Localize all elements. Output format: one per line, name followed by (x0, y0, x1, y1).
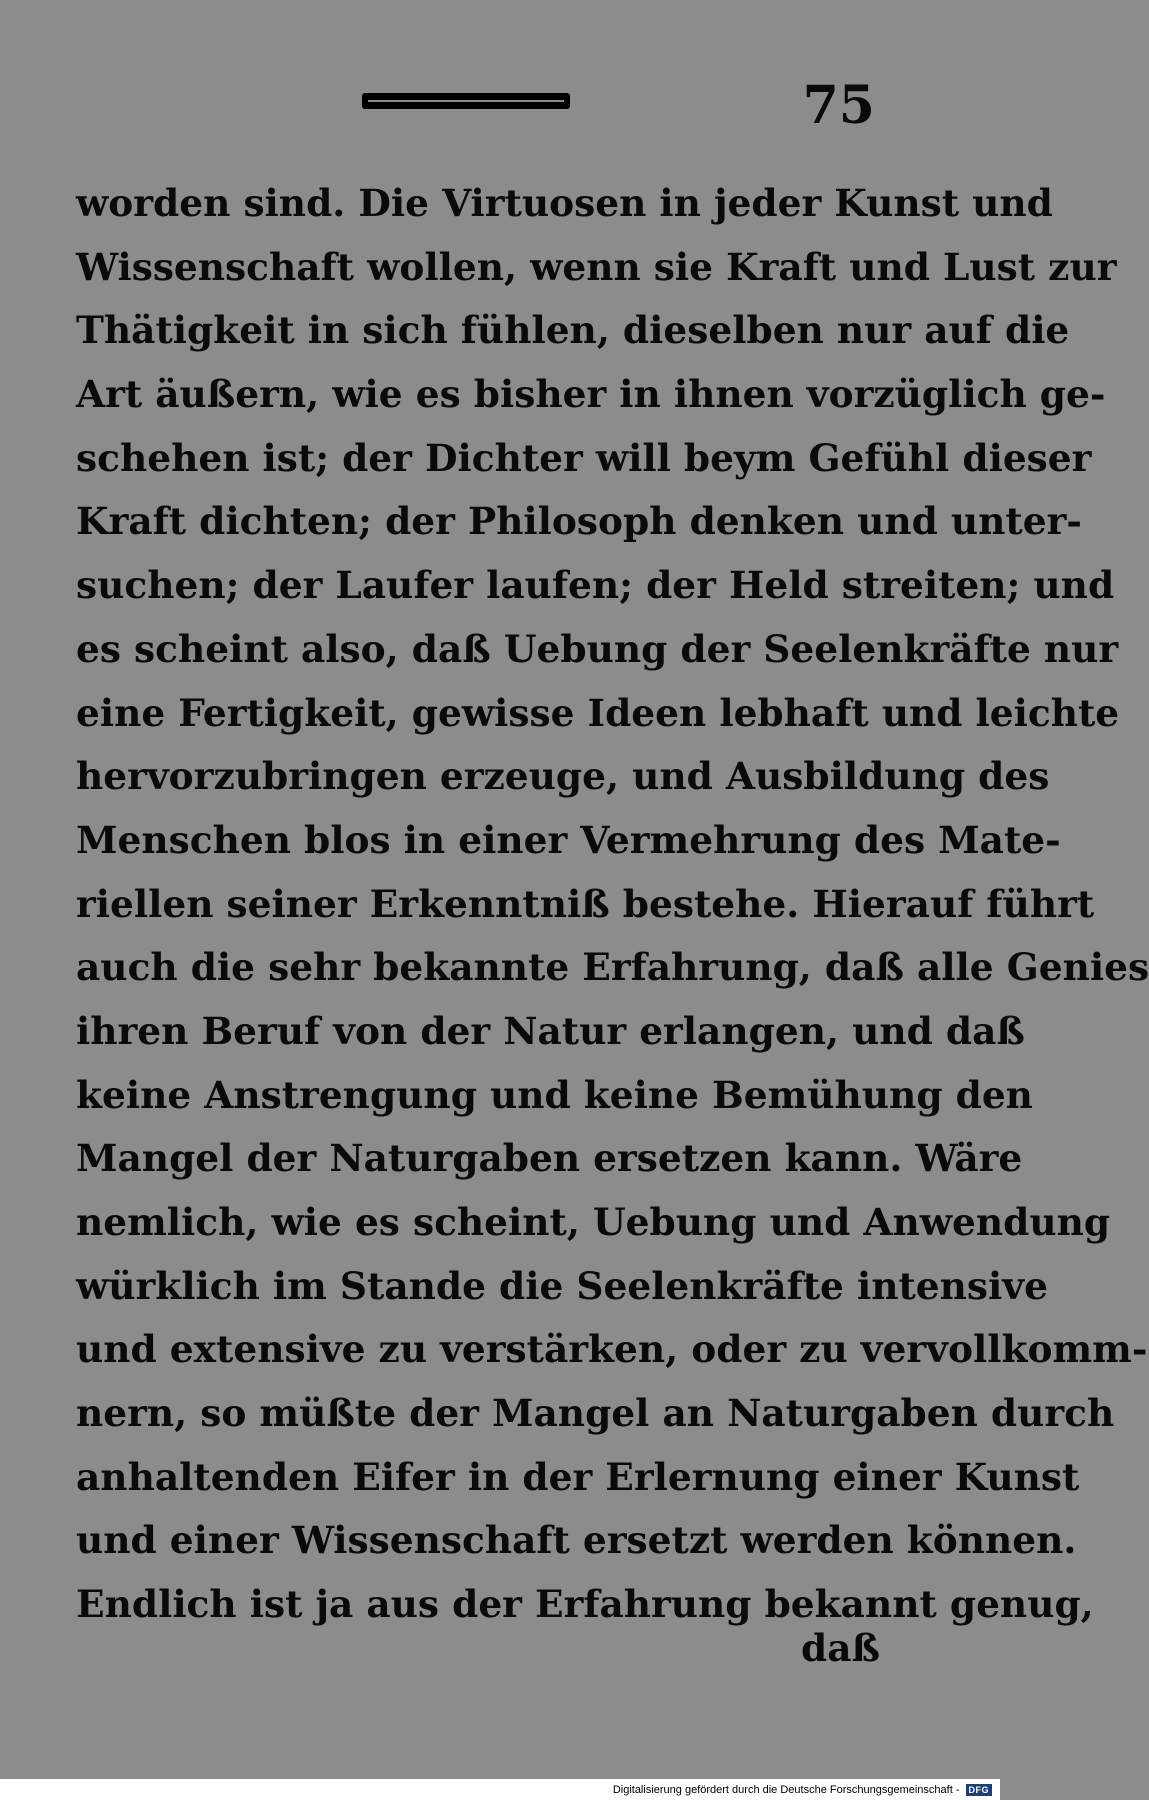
text-line: und extensive zu verstärken, oder zu vervollkomm- (76, 1327, 1148, 1372)
digitization-footer (0, 1779, 1000, 1800)
text-line: würklich im Stande die Seelenkräfte intensive (76, 1263, 1048, 1308)
text-line: anhaltenden Eifer in der Erlernung einer Kunst (76, 1454, 1080, 1499)
text-line: schehen ist; der Dichter will beym Gefühl dieser (76, 435, 1092, 480)
header-ornament-rule (362, 93, 570, 109)
text-line: Mangel der Naturgaben ersetzen kann. Wäre (76, 1136, 1023, 1181)
text-line: es scheint also, daß Uebung der Seelenkräfte nur (76, 626, 1119, 671)
text-line: und einer Wissenschaft ersetzt werden können. (76, 1518, 1077, 1563)
text-line: Menschen blos in einer Vermehrung des Mate- (76, 817, 1061, 862)
page-number: 75 (802, 75, 875, 136)
text-line: auch die sehr bekannte Erfahrung, daß alle Genies (76, 945, 1149, 990)
text-line: hervorzubringen erzeuge, und Ausbildung des (76, 754, 1050, 799)
text-line: worden sind. Die Virtuosen in jeder Kunst und (76, 181, 1053, 225)
catchword: daß (800, 1626, 880, 1670)
dfg-logo-icon: DFG (966, 1784, 993, 1796)
text-line: Art äußern, wie es bisher in ihnen vorzüglich ge- (76, 372, 1106, 417)
text-line: riellen seiner Erkenntniß bestehe. Hierauf führt (76, 881, 1095, 926)
body-text (76, 172, 1149, 1637)
text-line: Wissenschaft wollen, wenn sie Kraft und Lust zur (76, 244, 1117, 289)
text-line: eine Fertigkeit, gewisse Ideen lebhaft und leichte (76, 690, 1120, 735)
text-line: nern, so müßte der Mangel an Naturgaben durch (76, 1391, 1115, 1436)
text-line: Kraft dichten; der Philosoph denken und unter- (76, 499, 1082, 544)
text-line: ihren Beruf von der Natur erlangen, und daß (76, 1008, 1025, 1053)
text-line: keine Anstrengung und keine Bemühung den (76, 1072, 1033, 1117)
text-line: Endlich ist ja aus der Erfahrung bekannt genug, (76, 1582, 1094, 1627)
text-line: nemlich, wie es scheint, Uebung und Anwendung (76, 1200, 1111, 1244)
text-line: suchen; der Laufer laufen; der Held streiten; und (76, 563, 1115, 608)
text-line: Thätigkeit in sich fühlen, dieselben nur auf die (76, 308, 1070, 353)
funding-credit: Digitalisierung gefördert durch die Deutsche Forschungsgemeinschaft - (612, 1783, 960, 1796)
